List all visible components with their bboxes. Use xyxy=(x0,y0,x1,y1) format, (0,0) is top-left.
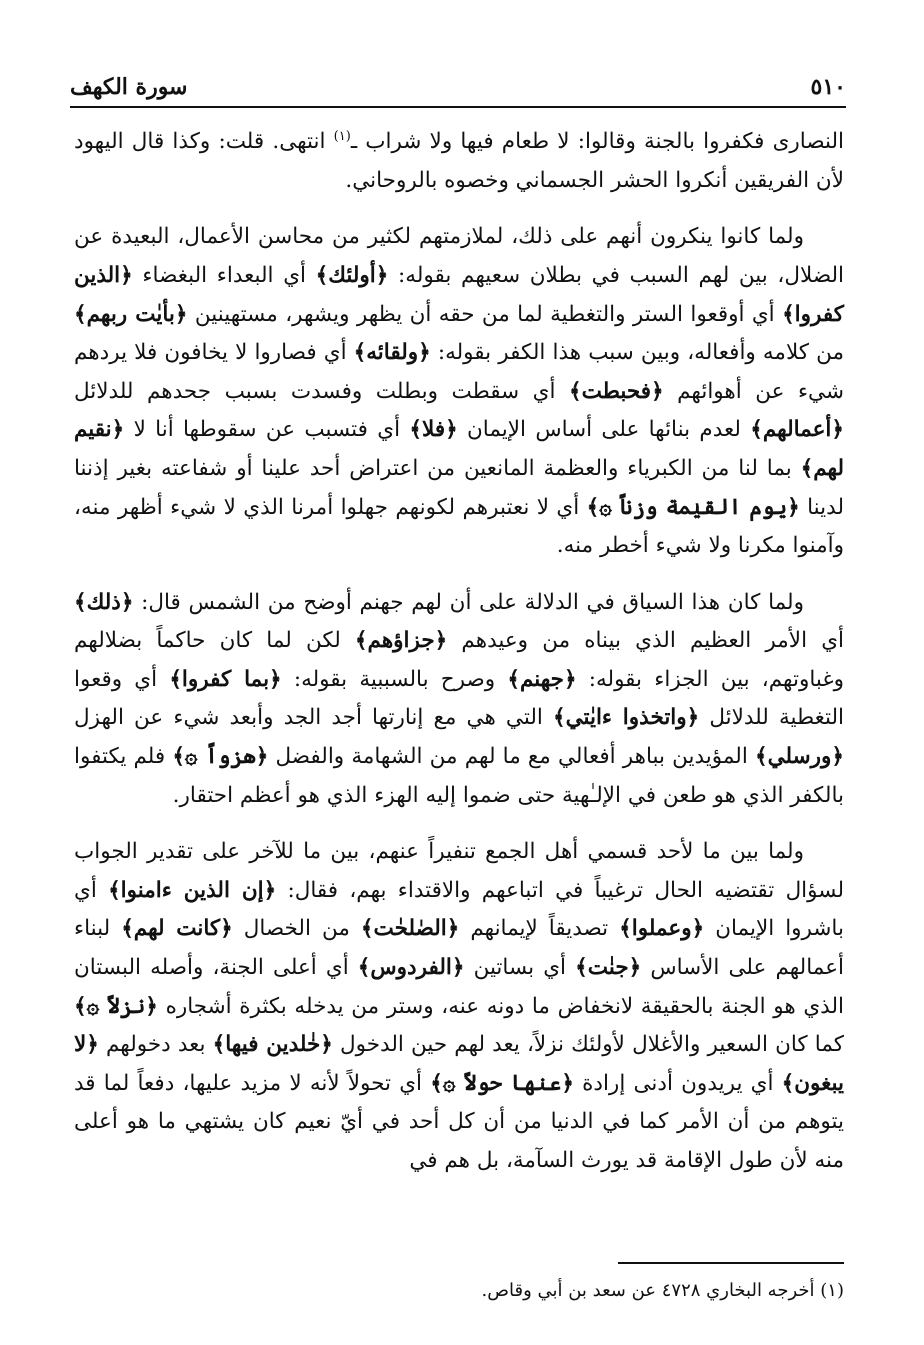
text-segment: بعد دخولهم xyxy=(98,1032,213,1058)
text-segment: أي يريدون أدنى إرادة xyxy=(573,1070,782,1096)
footnote-text: أخرجه البخاري ٤٧٢٨ عن سعد بن أبي وقاص. xyxy=(481,1280,815,1301)
quran-quote: ﴿أعمالهم﴾ xyxy=(750,417,844,443)
text-segment: لبناء أعمالهم على الأساس xyxy=(74,916,845,981)
paragraph-3 xyxy=(74,584,844,816)
quran-quote: ﴿نزلاً ۞﴾ xyxy=(74,993,158,1019)
quran-quote: ﴿يوم القيٰمة وزناً ۞﴾ xyxy=(586,494,800,520)
quran-quote: ﴿الذين كفروا﴾ xyxy=(74,262,844,327)
text-segment: أي بساتين xyxy=(464,955,576,981)
paragraph-4 xyxy=(74,833,844,1180)
header-rule xyxy=(70,106,846,108)
text-segment: أي البعداء البغضاء xyxy=(132,262,316,288)
quran-quote: ﴿نقيم لهم﴾ xyxy=(74,417,844,481)
text-segment: انتهى. قلت: وكذا قال اليهود لأن الفريقين أنكروا الحشر الجسماني وخصوه بالروحاني. xyxy=(74,129,844,193)
quran-quote: ﴿جهنم﴾ xyxy=(507,666,577,692)
quran-quote: ﴿الصٰلحٰت﴾ xyxy=(360,916,460,942)
text-segment: بما لنا من الكبرياء والعظمة المانعين من اعتراض أحد علينا أو شفاعته بغير إذننا لدينا xyxy=(74,455,844,520)
text-segment: أي سقطت وبطلت وفسدت بسبب جحدهم للدلائل xyxy=(74,378,570,404)
quran-quote: ﴿أولئك﴾ xyxy=(315,262,389,288)
text-segment: المؤيدين بباهر أفعالي مع ما لهم من الشهامة والفضل xyxy=(268,744,755,770)
page-number: ٥١٠ xyxy=(810,74,846,100)
footnote-marker: (١) xyxy=(820,1280,844,1301)
text-segment: أي فصاروا لا يخافون فلا يردهم شيء عن أهوائهم xyxy=(74,340,844,404)
chapter-title: سورة الكهف xyxy=(70,74,188,100)
paragraph-1 xyxy=(74,118,844,200)
text-segment: النصارى فكفروا بالجنة وقالوا: لا طعام فيها ولا شراب ـ xyxy=(350,129,844,155)
main-text xyxy=(74,118,844,1181)
text-segment: وصرح بالسببية بقوله: xyxy=(281,666,508,692)
text-segment: أي أعلى الجنة، وأصله البستان الذي هو الجنة بالحقيقة لانخفاض ما دونه عنه، وستر من يدخله بكثرة أشجاره xyxy=(74,955,844,1019)
text-segment: أي فتسبب عن سقوطها أنا لا xyxy=(124,417,410,443)
text-segment: فلم يكتفوا بالكفر الذي هو طعن في الإلـٰهية حتى ضموا إليه الهزء الذي هو أعظم احتقار. xyxy=(74,744,844,808)
quran-quote: ﴿فلا﴾ xyxy=(409,417,458,443)
quran-quote: ﴿بما كفروا﴾ xyxy=(169,666,282,692)
footnote xyxy=(300,1276,844,1306)
text-segment: أي لا نعتبرهم لكونهم جهلوا أمرنا الذي لا شيء أظهر منه، وآمنوا مكرنا ولا شيء أخطر منه. xyxy=(74,494,844,559)
text-segment: لعدم بنائها على أساس الإيمان xyxy=(457,417,751,443)
footnote-ref: (١) xyxy=(333,129,351,144)
quran-quote: ﴿الفردوس﴾ xyxy=(357,955,465,981)
text-segment: أي وقعوا التغطية للدلائل xyxy=(74,666,844,731)
quran-quote: ﴿وعملوا﴾ xyxy=(619,916,705,942)
quran-quote: ﴿جنٰت﴾ xyxy=(575,955,642,981)
page-header xyxy=(70,70,846,104)
quran-quote: ﴿عنها حولاً ۞﴾ xyxy=(430,1070,574,1096)
text-segment: ولما كانوا ينكرون أنهم على ذلك، لملازمتهم لكثير من محاسن الأعمال، البعيدة عن الضلال، بين لهم السبب في بطلان سعيهم بقوله: xyxy=(74,224,844,288)
text-segment: أي باشروا الإيمان xyxy=(74,877,844,942)
text-segment: كما كان السعير والأغلال لأولئك نزلاً، يعد لهم حين الدخول xyxy=(332,1032,845,1058)
quran-quote: ﴿خٰلدين فيها﴾ xyxy=(212,1032,333,1058)
quran-quote: ﴿ورسلي﴾ xyxy=(754,744,844,770)
text-segment: لكن لما كان حاكماً بضلالهم وغباوتهم، بين الجزاء بقوله: xyxy=(74,628,844,692)
text-segment: أي أوقعوا الستر والتغطية لما من حقه أن يظهر ويشهر، مستهينين xyxy=(187,301,783,327)
quran-quote: ﴿بأيٰت ربهم﴾ xyxy=(74,301,188,327)
text-segment: أي تحولاً لأنه لا مزيد عليها، دفعاً لما قد يتوهم من أن الأمر كما في الدنيا من أن كل أحد في أيّ نعيم كان يشتهي ما هو أعلى منه لأن طول الإقامة قد يورث السآمة، بل هم في xyxy=(74,1070,844,1173)
text-segment: من الخصال xyxy=(232,916,361,942)
quran-quote: ﴿ذلك﴾ xyxy=(74,589,134,615)
quran-quote: ﴿ولقائه﴾ xyxy=(353,340,431,366)
quran-quote: ﴿جزاؤهم﴾ xyxy=(354,628,448,654)
paragraph-2 xyxy=(74,218,844,565)
quran-quote: ﴿إن الذين ءامنوا﴾ xyxy=(108,877,277,903)
quran-quote: ﴿فحبطت﴾ xyxy=(569,378,664,404)
text-segment: ولما بين ما لأحد قسمي أهل الجمع تنفيراً عنهم، بين ما للآخر على تقدير الجواب لسؤال تقتضيه الحال ترغيباً في اتباعهم والاقتداء بهم، فقال: xyxy=(74,839,844,903)
quran-quote: ﴿لا يبغون﴾ xyxy=(74,1032,844,1096)
text-segment: تصديقاً لإيمانهم xyxy=(459,916,620,942)
quran-quote: ﴿كانت لهم﴾ xyxy=(121,916,233,942)
quran-quote: ﴿واتخذوا ءايٰتي﴾ xyxy=(552,705,700,731)
text-segment: ولما كان هذا السياق في الدلالة على أن لهم جهنم أوضح من الشمس قال: xyxy=(133,589,804,615)
text-segment: أي الأمر العظيم الذي بيناه من وعيدهم xyxy=(447,628,844,654)
quran-quote: ﴿هزواً ۞﴾ xyxy=(172,744,269,770)
footnote-rule xyxy=(618,1262,844,1264)
text-segment: التي هي مع إنارتها أجد الجد وأبعد شيء عن الهزل xyxy=(74,705,553,731)
text-segment: من كلامه وأفعاله، وبين سبب هذا الكفر بقوله: xyxy=(430,340,845,366)
